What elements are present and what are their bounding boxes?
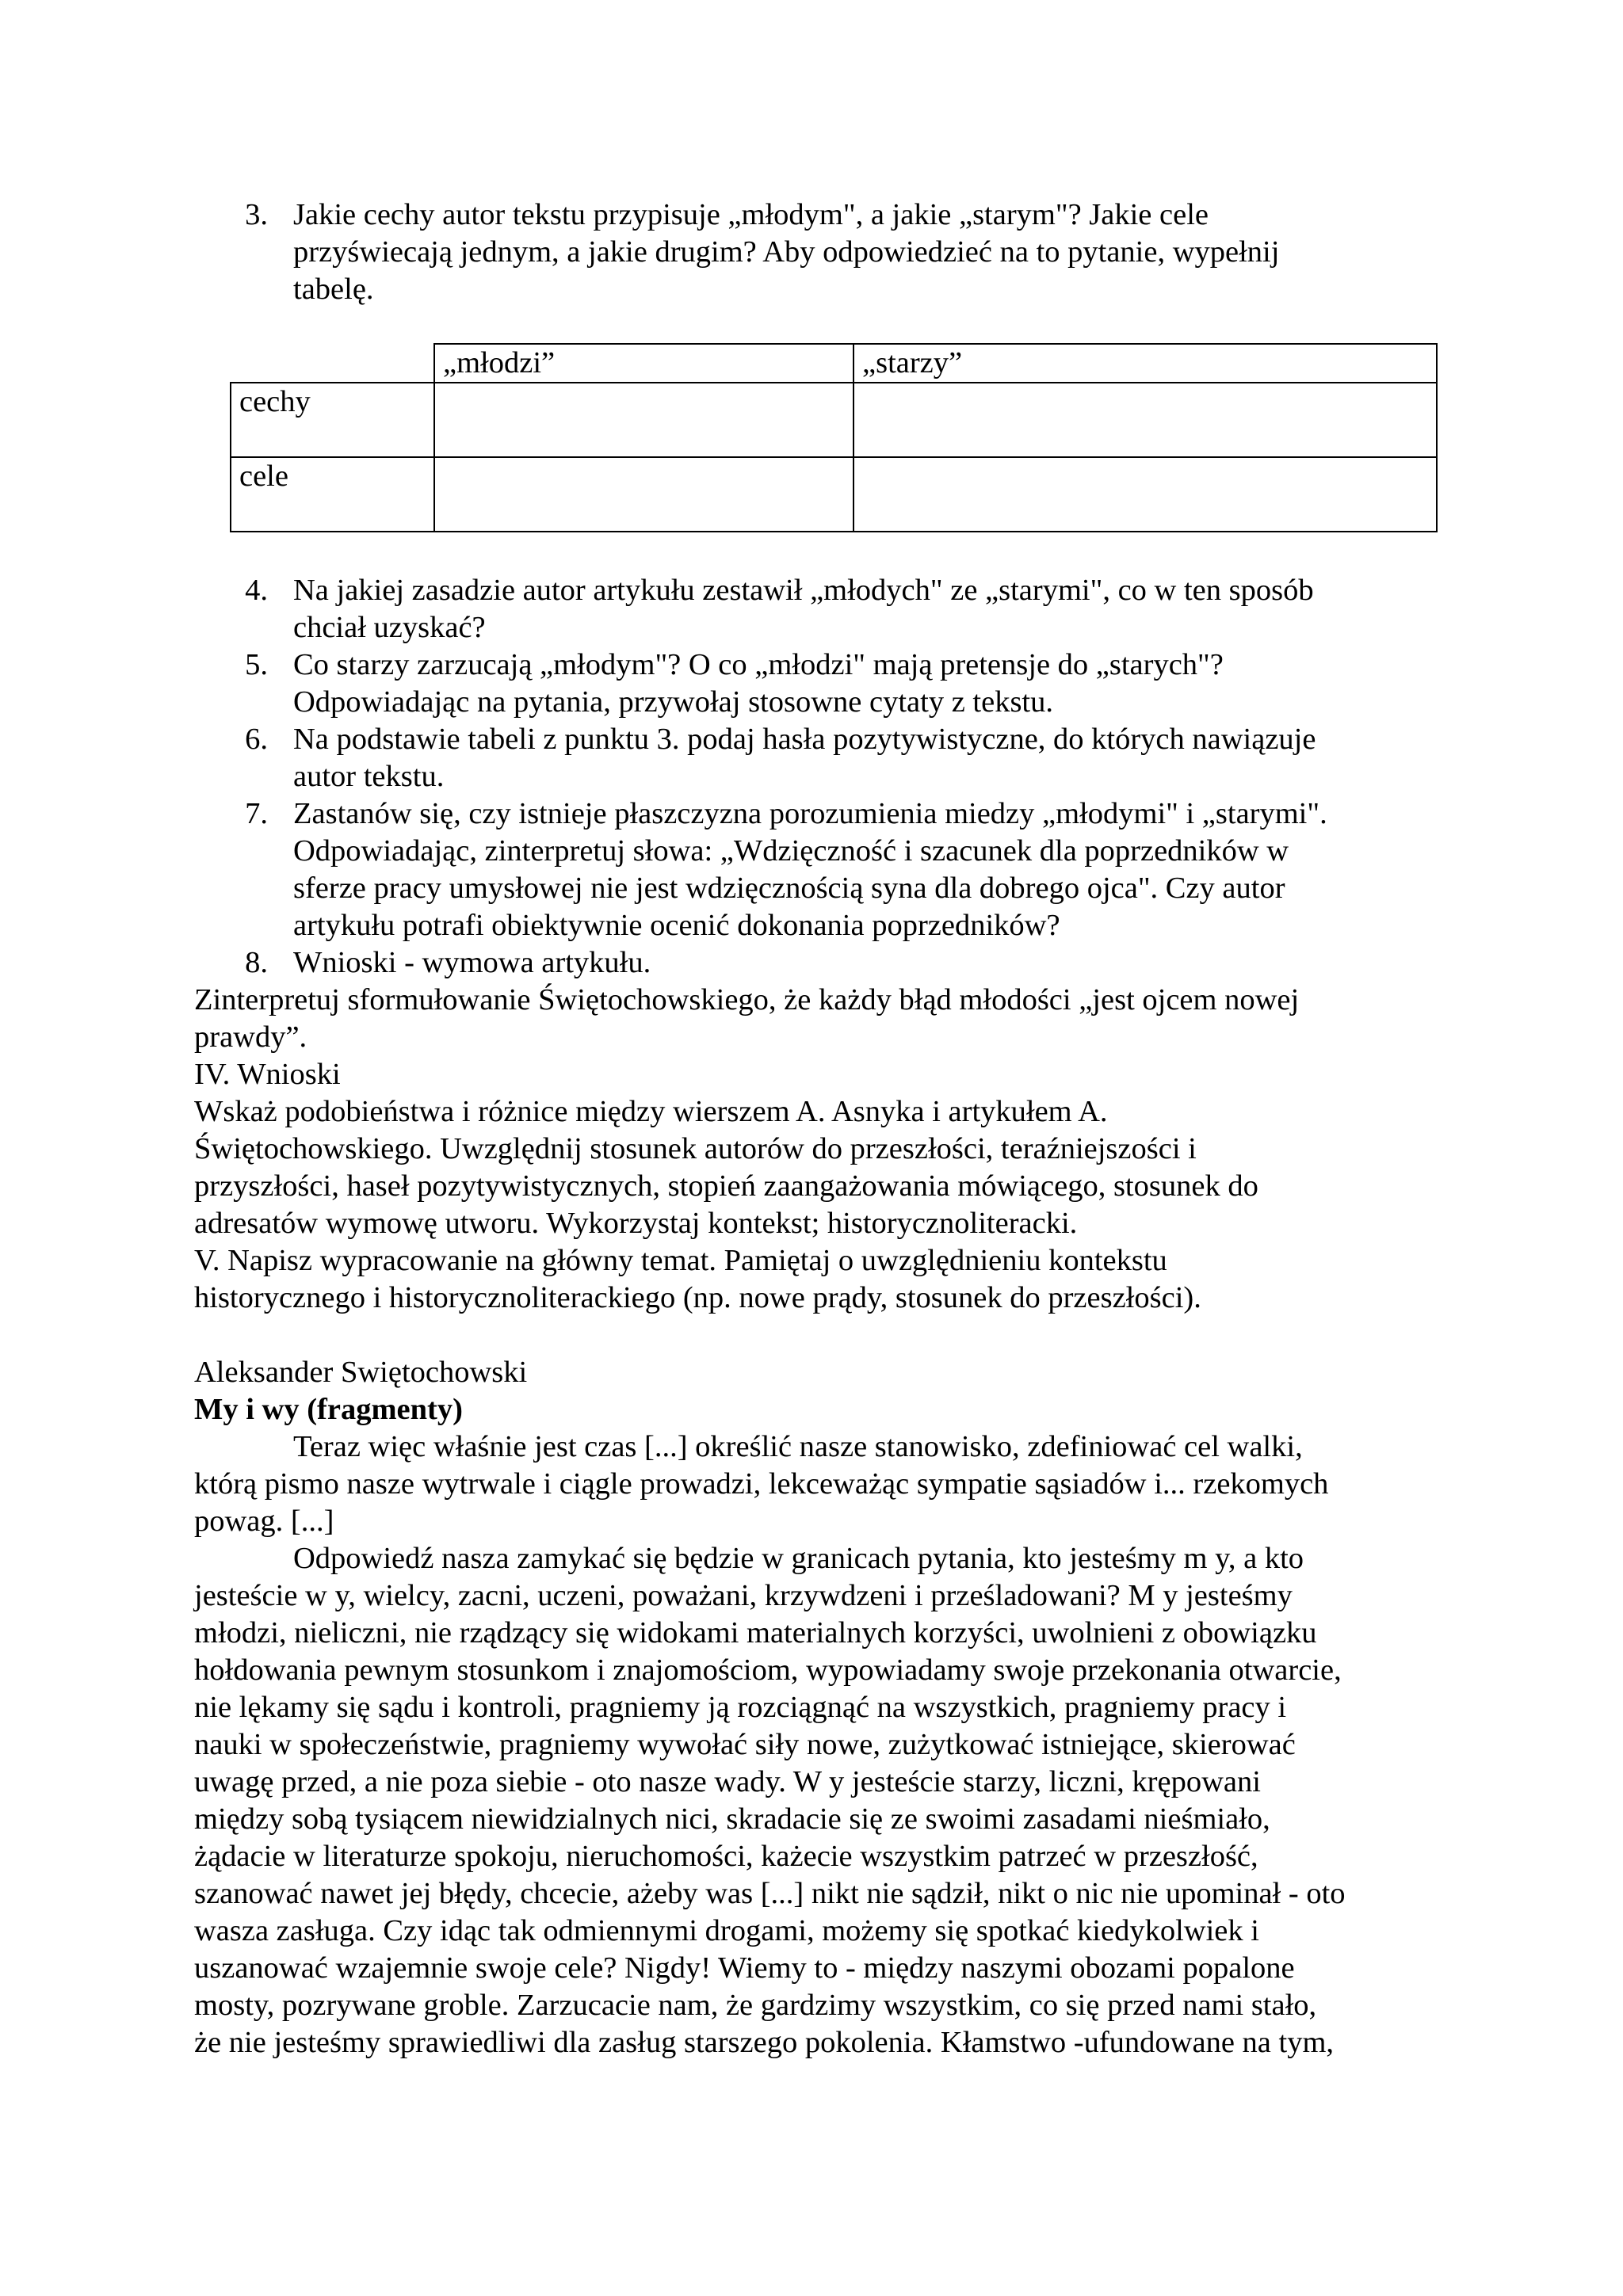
- question-3-line-3: tabelę.: [293, 273, 374, 306]
- section-iv-line-3: przyszłości, haseł pozytywistycznych, stopień zaangażowania mówiącego, stosunek do: [194, 1169, 1258, 1203]
- section-iv-line-4: adresatów wymowę utworu. Wykorzystaj kontekst; historycznoliteracki.: [194, 1207, 1078, 1240]
- table-header-mlodzi: „młodzi”: [434, 344, 854, 383]
- paragraph-2-line-14: że nie jesteśmy sprawiedliwi dla zasług starszego pokolenia. Kłamstwo -ufundowane na tym,: [194, 2026, 1335, 2059]
- table-header-starzy: „starzy”: [854, 344, 1437, 383]
- question-6-line-1: Na podstawie tabeli z punktu 3. podaj hasła pozytywistyczne, do których nawiązuje: [293, 723, 1316, 756]
- question-6-line-2: autor tekstu.: [293, 760, 445, 793]
- question-7-line-3: sferze pracy umysłowej nie jest wdzięcznością syna dla dobrego ojca". Czy autor: [293, 871, 1285, 905]
- section-iv-line-2: Świętochowskiego. Uwzględnij stosunek autorów do przeszłości, teraźniejszości i: [194, 1132, 1197, 1165]
- paragraph-2-line-12: uszanować wzajemnie swoje cele? Nigdy! Wiemy to - między naszymi obozami popalone: [194, 1951, 1295, 1985]
- paragraph-2-line-8: między sobą tysiącem niewidzialnych nici, skradacie się ze swoimi zasadami nieśmiało,: [194, 1802, 1270, 1836]
- interpret-line-1: Zinterpretuj sformułowanie Świętochowskiego, że każdy błąd młodości „jest ojcem nowej: [194, 983, 1300, 1016]
- question-7-line-1: Zastanów się, czy istnieje płaszczyzna porozumienia miedzy „młodymi" i „starymi".: [293, 797, 1327, 830]
- question-8-line-1: Wnioski - wymowa artykułu.: [293, 946, 651, 979]
- table-cell[interactable]: [854, 457, 1437, 532]
- question-4-line-1: Na jakiej zasadzie autor artykułu zestawił „młodych" ze „starymi", co w ten sposób: [293, 574, 1314, 607]
- table-row: [231, 457, 1437, 532]
- question-6-number: 6.: [245, 723, 268, 756]
- question-7-line-2: Odpowiadając, zinterpretuj słowa: „Wdzięczność i szacunek dla poprzedników w: [293, 834, 1289, 868]
- table-row: [231, 383, 1437, 457]
- paragraph-2-line-13: mosty, pozrywane groble. Zarzucacie nam, że gardzimy wszystkim, co się przed nami stało,: [194, 1989, 1317, 2022]
- work-title: My i wy (fragmenty): [194, 1393, 463, 1426]
- table-header-empty: [231, 344, 434, 383]
- section-iv-line-1: Wskaż podobieństwa i różnice między wierszem A. Asnyka i artykułem A.: [194, 1095, 1108, 1128]
- paragraph-2-line-3: młodzi, nieliczni, nie rządzący się widokami materialnych korzyści, uwolnieni z obowiązku: [194, 1616, 1317, 1650]
- section-iv-heading: IV. Wnioski: [194, 1058, 341, 1091]
- question-5-number: 5.: [245, 648, 268, 681]
- paragraph-1-line-2: którą pismo nasze wytrwale i ciągle prowadzi, lekceważąc sympatie sąsiadów i... rzekomych: [194, 1467, 1329, 1501]
- question-8-number: 8.: [245, 946, 268, 979]
- question-7-line-4: artykułu potrafi obiektywnie ocenić dokonania poprzedników?: [293, 909, 1060, 942]
- paragraph-2-line-7: uwagę przed, a nie poza siebie - oto nasze wady. W y jesteście starzy, liczni, krępowani: [194, 1765, 1261, 1798]
- paragraph-1-line-1: Teraz więc właśnie jest czas [...] określić nasze stanowisko, zdefiniować cel walki,: [293, 1430, 1303, 1463]
- table-row-label-text: cele: [239, 460, 288, 493]
- paragraph-2-line-9: żądacie w literaturze spokoju, nieruchomości, każecie wszystkim patrzeć w przeszłość,: [194, 1840, 1258, 1873]
- paragraph-2-line-2: jesteście w y, wielcy, zacni, uczeni, poważani, krzywdzeni i prześladowani? M y jesteśmy: [194, 1579, 1293, 1612]
- paragraph-2-line-1: Odpowiedź nasza zamykać się będzie w granicach pytania, kto jesteśmy m y, a kto: [293, 1542, 1304, 1575]
- table-cell[interactable]: [434, 383, 854, 457]
- question-3-line-2: przyświecają jednym, a jakie drugim? Aby odpowiedzieć na to pytanie, wypełnij: [293, 235, 1280, 269]
- paragraph-2-line-11: wasza zasługa. Czy idąc tak odmiennymi drogami, możemy się spotkać kiedykolwiek i: [194, 1914, 1259, 1947]
- table-row-label: [231, 457, 434, 532]
- question-7-number: 7.: [245, 797, 268, 830]
- question-3-line-1: Jakie cechy autor tekstu przypisuje „młodym", a jakie „starym"? Jakie cele: [293, 198, 1209, 231]
- question-3-number: 3.: [245, 198, 268, 231]
- paragraph-2-line-4: hołdowania pewnym stosunkom i znajomościom, wypowiadamy swoje przekonania otwarcie,: [194, 1653, 1342, 1687]
- paragraph-1-line-3: powag. [...]: [194, 1505, 334, 1538]
- paragraph-2-line-6: nauki w społeczeństwie, pragniemy wywołać siły nowe, zużytkować istniejące, skierować: [194, 1728, 1296, 1761]
- table-header-row: [231, 344, 1437, 383]
- question-4-number: 4.: [245, 574, 268, 607]
- question-4-line-2: chciał uzyskać?: [293, 611, 486, 644]
- interpret-line-2: prawdy”.: [194, 1020, 307, 1054]
- question-5-line-1: Co starzy zarzucają „młodym"? O co „młodzi" mają pretensje do „starych"?: [293, 648, 1224, 681]
- traits-goals-table: [230, 343, 1438, 532]
- table-cell[interactable]: [854, 383, 1437, 457]
- section-v-line-2: historycznego i historycznoliterackiego (np. nowe prądy, stosunek do przeszłości).: [194, 1281, 1201, 1314]
- paragraph-2-line-10: szanować nawet jej błędy, chcecie, ażeby was [...] nikt nie sądził, nikt o nic nie upominał - oto: [194, 1877, 1346, 1910]
- table-row-label: [231, 383, 434, 457]
- paragraph-2-line-5: nie lękamy się sądu i kontroli, pragniemy ją rozciągnąć na wszystkich, pragniemy pracy i: [194, 1691, 1287, 1724]
- question-5-line-2: Odpowiadając na pytania, przywołaj stosowne cytaty z tekstu.: [293, 685, 1054, 719]
- section-v-line-1: V. Napisz wypracowanie na główny temat. Pamiętaj o uwzględnieniu kontekstu: [194, 1244, 1167, 1277]
- table-cell[interactable]: [434, 457, 854, 532]
- author-name: Aleksander Swiętochowski: [194, 1356, 528, 1389]
- table-row-label-text: cechy: [239, 385, 311, 418]
